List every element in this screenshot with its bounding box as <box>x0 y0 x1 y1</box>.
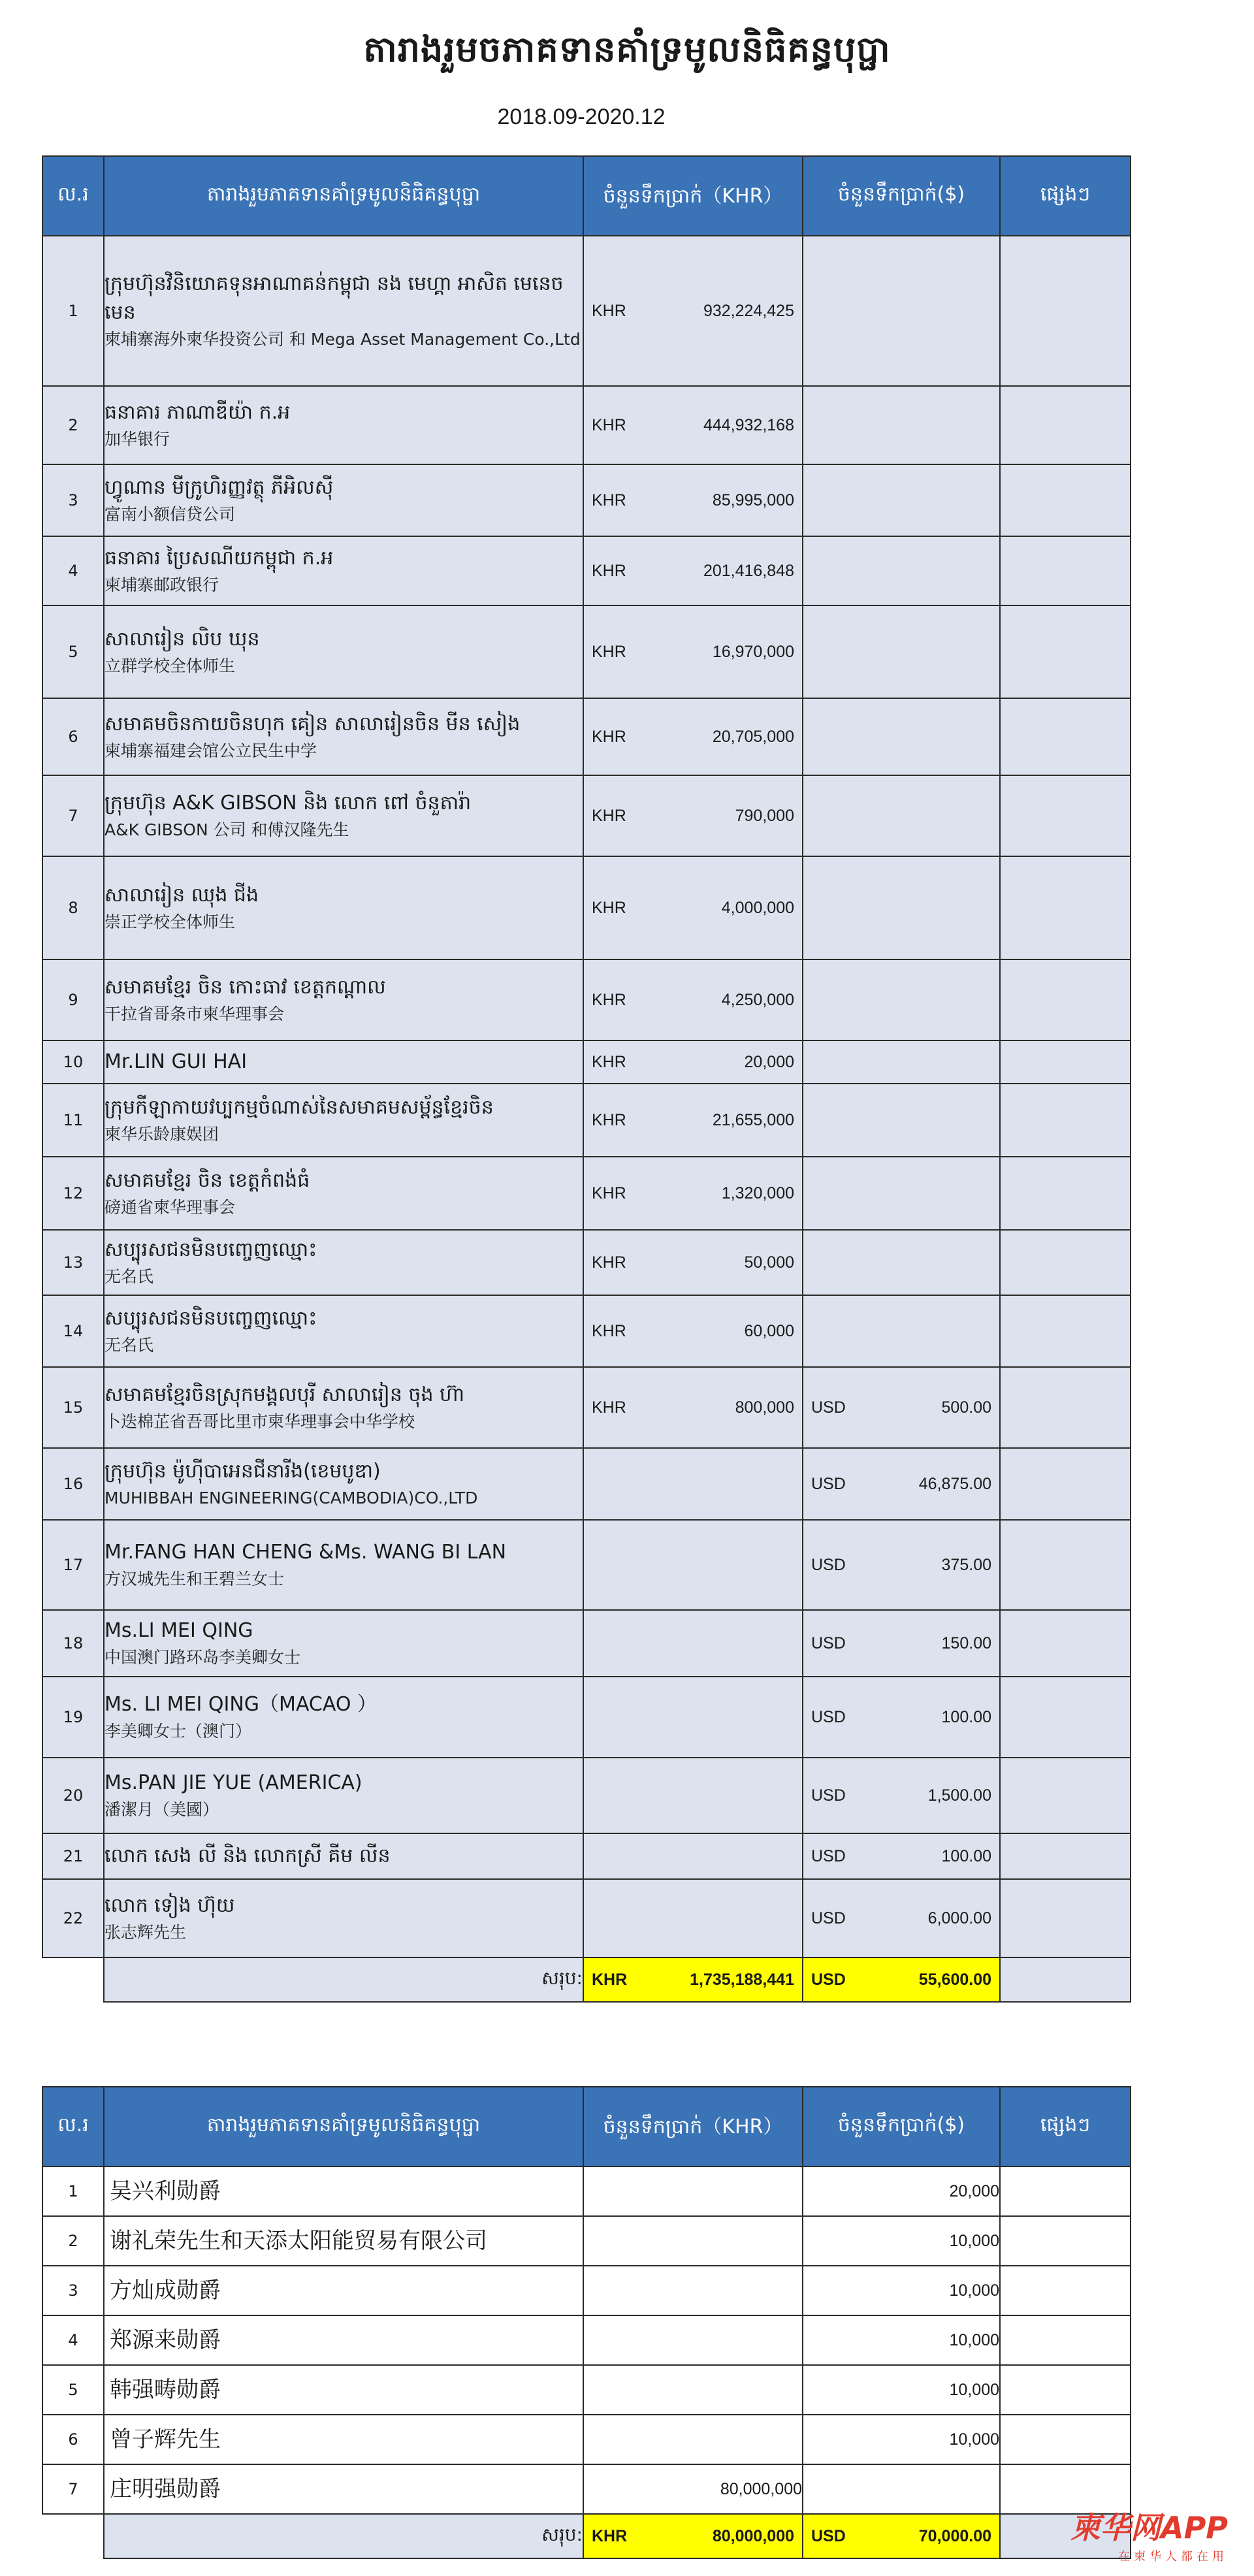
donor-name-translation: 柬埔寨福建会馆公立民生中学 <box>104 741 317 760</box>
donor-name-khmer: សប្បុរសជនមិនបញ្ចេញឈ្មោះ <box>104 1238 317 1261</box>
amount-usd: USD 1,500.00 <box>803 1758 1000 1833</box>
table-row <box>42 2365 1131 2415</box>
table-row <box>42 1157 1131 1230</box>
remarks <box>1000 775 1131 856</box>
amount-khr <box>583 2415 803 2464</box>
remarks <box>1000 2315 1131 2365</box>
row-number: 22 <box>42 1879 104 1957</box>
amount-usd <box>803 1157 1000 1230</box>
remarks <box>1000 1157 1131 1230</box>
donor-name-khmer: លោក ទៀង ហ៊ុយ <box>104 1894 235 1917</box>
donor-name-khmer: សមាគមខ្មែរចិនស្រុកមង្គលបុរី សាលារៀន ចុង ហ៊ា <box>104 1383 465 1406</box>
amount-khr: KHR 800,000 <box>583 1367 803 1448</box>
table-row <box>42 1677 1131 1758</box>
donation-table-1 <box>42 155 1131 2003</box>
row-number: 1 <box>42 236 104 386</box>
remarks <box>1000 1610 1131 1677</box>
donor-name <box>104 1040 583 1084</box>
donor-name-khmer: សមាគមខ្មែរ ចិន ខេត្តកំពង់ធំ <box>104 1169 310 1192</box>
total-label: សរុប: <box>104 1957 583 2002</box>
amount-khr: KHR 201,416,848 <box>583 536 803 605</box>
amount-khr <box>583 1448 803 1520</box>
remarks <box>1000 1833 1131 1879</box>
donor-name <box>104 236 583 386</box>
header-name: តារាងរួមភាគទានគាំទ្រមូលនិធិគន្ធបុប្ផា <box>104 156 583 236</box>
donor-name-khmer: ក្រុមហ៊ុន A&K GIBSON និង លោក ពៅ ចំនួតារ៉ា <box>104 792 472 814</box>
remarks <box>1000 1367 1131 1448</box>
row-number: 18 <box>42 1610 104 1677</box>
donor-name <box>104 1520 583 1610</box>
table-row <box>42 2464 1131 2514</box>
watermark-main: 柬华网APP <box>1070 2510 1228 2545</box>
donor-name <box>104 464 583 536</box>
amount-usd: 20,000 <box>803 2166 1000 2216</box>
table-row <box>42 1230 1131 1295</box>
amount-khr <box>583 1758 803 1833</box>
donor-name-translation: 干拉省哥条市柬华理事会 <box>104 1005 285 1023</box>
header-usd: ចំនួនទឹកប្រាក់($) <box>803 156 1000 236</box>
donor-name <box>104 959 583 1040</box>
amount-khr: KHR 21,655,000 <box>583 1084 803 1157</box>
amount-usd: 10,000 <box>803 2315 1000 2365</box>
donor-name-khmer: Ms.PAN JIE YUE (AMERICA) <box>104 1771 362 1794</box>
donor-name-translation: 张志辉先生 <box>104 1923 187 1942</box>
donor-name-khmer: សាលារៀន ឈុង ជីង <box>104 884 259 907</box>
amount-khr: KHR 932,224,425 <box>583 236 803 386</box>
header-usd: ចំនួនទឹកប្រាក់($) <box>803 2087 1000 2166</box>
remarks <box>1000 2266 1131 2315</box>
amount-usd <box>803 775 1000 856</box>
donor-name <box>104 1084 583 1157</box>
total-usd: USD 70,000.00 <box>803 2514 1000 2558</box>
donor-name-translation: 加华银行 <box>104 430 170 449</box>
header-row <box>42 156 1131 236</box>
donor-name: 吴兴利勋爵 <box>104 2166 583 2216</box>
donor-name-khmer: ក្រុមហ៊ុនវិនិយោគទុនអាណាគន់កម្ពុជា នង មេហ្គា អាសិត មេនេចមេន <box>104 272 564 324</box>
total-row <box>42 1957 1131 2002</box>
donor-name <box>104 1295 583 1367</box>
amount-usd <box>803 2464 1000 2514</box>
row-number: 2 <box>42 386 104 464</box>
remarks <box>1000 386 1131 464</box>
amount-usd: 10,000 <box>803 2266 1000 2315</box>
row-number: 2 <box>42 2216 104 2266</box>
table-row <box>42 2266 1131 2315</box>
document-title: តារាងរួមចភាគទានគាំទ្រមូលនិធិគន្ធបុប្ផា <box>363 29 891 70</box>
row-number: 7 <box>42 2464 104 2514</box>
donor-name <box>104 605 583 698</box>
table-row <box>42 775 1131 856</box>
donor-name-translation: 李美卿女士（澳门） <box>104 1722 252 1741</box>
donor-name-khmer: Mr.LIN GUI HAI <box>104 1050 248 1073</box>
donor-name-translation: 无名氏 <box>104 1336 154 1355</box>
table-row <box>42 2166 1131 2216</box>
amount-usd <box>803 1084 1000 1157</box>
header-remarks: ផ្សេងៗ <box>1000 156 1131 236</box>
donor-name <box>104 1758 583 1833</box>
amount-khr <box>583 2315 803 2365</box>
total-khr: KHR 1,735,188,441 <box>583 1957 803 2002</box>
table-row <box>42 536 1131 605</box>
donor-name-translation: 富南小额信贷公司 <box>104 505 236 524</box>
row-number: 3 <box>42 2266 104 2315</box>
donor-name-khmer: ក្រុមកីឡាកាយវប្បកម្មចំណាស់នៃសមាគមសម្ព័ន្ធខ្មែរចិន <box>104 1096 494 1119</box>
row-number: 15 <box>42 1367 104 1448</box>
row-number: 21 <box>42 1833 104 1879</box>
amount-usd <box>803 605 1000 698</box>
donor-name-khmer: សាលារៀន លិប ឃុន <box>104 628 260 651</box>
row-number: 17 <box>42 1520 104 1610</box>
remarks <box>1000 605 1131 698</box>
total-khr: KHR 80,000,000 <box>583 2514 803 2558</box>
row-number: 6 <box>42 698 104 775</box>
amount-usd: USD 375.00 <box>803 1520 1000 1610</box>
donor-name: 谢礼荣先生和天添太阳能贸易有限公司 <box>104 2216 583 2266</box>
table-row <box>42 1520 1131 1610</box>
table-row <box>42 2415 1131 2464</box>
row-number: 10 <box>42 1040 104 1084</box>
total-label: សរុប: <box>104 2514 583 2558</box>
row-number: 8 <box>42 856 104 959</box>
donor-name-khmer: Ms.LI MEI QING <box>104 1619 253 1642</box>
row-number: 6 <box>42 2415 104 2464</box>
amount-khr: KHR 60,000 <box>583 1295 803 1367</box>
table-row <box>42 1040 1131 1084</box>
amount-khr <box>583 1610 803 1677</box>
row-number: 7 <box>42 775 104 856</box>
remarks <box>1000 236 1131 386</box>
row-number: 1 <box>42 2166 104 2216</box>
amount-usd: USD 500.00 <box>803 1367 1000 1448</box>
remarks <box>1000 2216 1131 2266</box>
donor-name-khmer: សប្បុរសជនមិនបញ្ចេញឈ្មោះ <box>104 1307 317 1330</box>
amount-usd: USD 100.00 <box>803 1833 1000 1879</box>
donor-name: 方灿成勋爵 <box>104 2266 583 2315</box>
table-row <box>42 1879 1131 1957</box>
remarks <box>1000 1230 1131 1295</box>
table-row <box>42 1758 1131 1833</box>
remarks <box>1000 1879 1131 1957</box>
amount-khr <box>583 1879 803 1957</box>
amount-khr <box>583 2216 803 2266</box>
header-khr: ចំនួនទឹកប្រាក់（KHR） <box>583 2087 803 2166</box>
amount-usd <box>803 1230 1000 1295</box>
amount-khr: KHR 1,320,000 <box>583 1157 803 1230</box>
row-number: 5 <box>42 605 104 698</box>
donor-name-translation: 柬华乐龄康娱团 <box>104 1125 219 1144</box>
donor-name: 庄明强勋爵 <box>104 2464 583 2514</box>
donor-name <box>104 856 583 959</box>
donor-name-translation: 方汉城先生和王碧兰女士 <box>104 1570 285 1588</box>
donor-name-khmer: Ms. LI MEI QING（MACAO ） <box>104 1693 378 1716</box>
donor-name-translation: 中国澳门路环岛李美卿女士 <box>104 1648 301 1667</box>
table-row <box>42 1448 1131 1520</box>
remarks <box>1000 1520 1131 1610</box>
amount-khr: KHR 16,970,000 <box>583 605 803 698</box>
donor-name: 郑源来勋爵 <box>104 2315 583 2365</box>
amount-usd: USD 6,000.00 <box>803 1879 1000 1957</box>
table-row <box>42 2216 1131 2266</box>
amount-usd: USD 46,875.00 <box>803 1448 1000 1520</box>
donor-name-translation: 无名氏 <box>104 1267 154 1286</box>
row-number: 4 <box>42 536 104 605</box>
amount-usd <box>803 698 1000 775</box>
row-number: 9 <box>42 959 104 1040</box>
total-row <box>42 2514 1131 2558</box>
donor-name-translation: 崇正学校全体师生 <box>104 912 236 931</box>
amount-usd <box>803 536 1000 605</box>
amount-usd <box>803 464 1000 536</box>
donor-name-translation: 柬埔寨邮政银行 <box>104 575 219 594</box>
table-row <box>42 698 1131 775</box>
remarks <box>1000 856 1131 959</box>
amount-usd: USD 100.00 <box>803 1677 1000 1758</box>
remarks <box>1000 2166 1131 2216</box>
amount-khr: KHR 20,705,000 <box>583 698 803 775</box>
watermark-logo <box>1070 2504 1228 2564</box>
remarks <box>1000 464 1131 536</box>
period-label: 2018.09-2020.12 <box>497 105 666 129</box>
header-no: ល.រ <box>42 2087 104 2166</box>
amount-usd: USD 150.00 <box>803 1610 1000 1677</box>
table-row <box>42 1295 1131 1367</box>
donor-name-translation: 卜迭棉芷省吾哥比里市柬华理事会中华学校 <box>104 1412 415 1431</box>
amount-usd: 10,000 <box>803 2415 1000 2464</box>
table-row <box>42 856 1131 959</box>
donor-name-khmer: លោក សេង លី និង លោកស្រី គីម លីន <box>104 1844 391 1867</box>
amount-usd <box>803 236 1000 386</box>
donor-name-translation: 磅通省柬华理事会 <box>104 1198 236 1217</box>
remarks <box>1000 2415 1131 2464</box>
amount-khr <box>583 1677 803 1758</box>
donor-name <box>104 1677 583 1758</box>
donor-name <box>104 536 583 605</box>
donor-name-translation: 潘潔月（美國） <box>104 1800 219 1819</box>
table-row <box>42 1084 1131 1157</box>
remarks <box>1000 959 1131 1040</box>
donor-name <box>104 775 583 856</box>
header-khr: ចំនួនទឹកប្រាក់（KHR） <box>583 156 803 236</box>
remarks <box>1000 1758 1131 1833</box>
header-no: ល.រ <box>42 156 104 236</box>
donor-name <box>104 1157 583 1230</box>
donor-name: 韩强畴勋爵 <box>104 2365 583 2415</box>
row-number: 13 <box>42 1230 104 1295</box>
donor-name-khmer: ក្រុមហ៊ុន ម៉ូហ៊ីបាអេនជីនារីង(ខេមបូឌា) <box>104 1460 381 1483</box>
donor-name-translation: A&K GIBSON 公司 和傅汉隆先生 <box>104 820 349 839</box>
donor-name-khmer: ធនាគារ ភាណាឌីយ៉ា ក.អ <box>104 401 291 424</box>
amount-khr: KHR 50,000 <box>583 1230 803 1295</box>
table-row <box>42 464 1131 536</box>
row-number: 3 <box>42 464 104 536</box>
donor-name <box>104 1448 583 1520</box>
header-row <box>42 2087 1131 2166</box>
amount-usd: 10,000 <box>803 2216 1000 2266</box>
row-number: 20 <box>42 1758 104 1833</box>
remarks <box>1000 1295 1131 1367</box>
amount-khr <box>583 2266 803 2315</box>
remarks <box>1000 1677 1131 1758</box>
remarks <box>1000 536 1131 605</box>
donor-name <box>104 1833 583 1879</box>
donor-name <box>104 1610 583 1677</box>
row-number: 16 <box>42 1448 104 1520</box>
table-row <box>42 2315 1131 2365</box>
donor-name-translation: 柬埔寨海外柬华投资公司 和 Mega Asset Management Co.,Ltd <box>104 330 581 349</box>
remarks <box>1000 1084 1131 1157</box>
header-name: តារាងរួមភាគទានគាំទ្រមូលនិធិគន្ធបុប្ផា <box>104 2087 583 2166</box>
donor-name-khmer: ហ្វូណាន មីក្រូហិរញ្ញវត្ថុ ភីអិលស៊ី <box>104 476 334 499</box>
amount-khr: KHR 4,250,000 <box>583 959 803 1040</box>
table-row <box>42 605 1131 698</box>
remarks <box>1000 1448 1131 1520</box>
amount-usd <box>803 386 1000 464</box>
donation-table-2 <box>42 2086 1131 2559</box>
table-row <box>42 386 1131 464</box>
amount-usd <box>803 1040 1000 1084</box>
amount-khr: KHR 85,995,000 <box>583 464 803 536</box>
amount-khr <box>583 1520 803 1610</box>
amount-khr <box>583 2166 803 2216</box>
donor-name <box>104 386 583 464</box>
donor-name <box>104 1367 583 1448</box>
row-number: 12 <box>42 1157 104 1230</box>
donor-name-translation: MUHIBBAH ENGINEERING(CAMBODIA)CO.,LTD <box>104 1489 478 1507</box>
table-row <box>42 236 1131 386</box>
remarks <box>1000 698 1131 775</box>
watermark-sub: 在柬华人都在用 <box>1118 2550 1228 2564</box>
row-number: 19 <box>42 1677 104 1758</box>
amount-khr: KHR 20,000 <box>583 1040 803 1084</box>
donor-name-khmer: សមាគមខ្មែរ ចិន កោះធាវ ខេត្តកណ្តាល <box>104 976 386 999</box>
remarks <box>1000 2365 1131 2415</box>
donor-name-khmer: សមាគមចិនកាយចិនហុក គៀន សាលារៀនចិន មីន សៀង <box>104 713 521 735</box>
table-row <box>42 1610 1131 1677</box>
donor-name <box>104 698 583 775</box>
donor-name-khmer: ធនាគារ ប្រៃសណីយកម្ពុជា ក.អ <box>104 547 334 570</box>
donor-name-translation: 立群学校全体师生 <box>104 656 236 675</box>
amount-khr: 80,000,000 <box>583 2464 803 2514</box>
total-usd: USD 55,600.00 <box>803 1957 1000 2002</box>
amount-khr <box>583 1833 803 1879</box>
table-row <box>42 1833 1131 1879</box>
row-number: 11 <box>42 1084 104 1157</box>
table-row <box>42 1367 1131 1448</box>
amount-usd: 10,000 <box>803 2365 1000 2415</box>
row-number: 4 <box>42 2315 104 2365</box>
row-number: 14 <box>42 1295 104 1367</box>
header-remarks: ផ្សេងៗ <box>1000 2087 1131 2166</box>
donor-name-khmer: Mr.FANG HAN CHENG &Ms. WANG BI LAN <box>104 1541 507 1564</box>
row-number: 5 <box>42 2365 104 2415</box>
amount-khr <box>583 2365 803 2415</box>
donor-name: 曾子辉先生 <box>104 2415 583 2464</box>
amount-usd <box>803 959 1000 1040</box>
donor-name <box>104 1879 583 1957</box>
amount-usd <box>803 1295 1000 1367</box>
donor-name <box>104 1230 583 1295</box>
table-row <box>42 959 1131 1040</box>
remarks <box>1000 1040 1131 1084</box>
amount-khr: KHR 444,932,168 <box>583 386 803 464</box>
amount-usd <box>803 856 1000 959</box>
amount-khr: KHR 4,000,000 <box>583 856 803 959</box>
amount-khr: KHR 790,000 <box>583 775 803 856</box>
